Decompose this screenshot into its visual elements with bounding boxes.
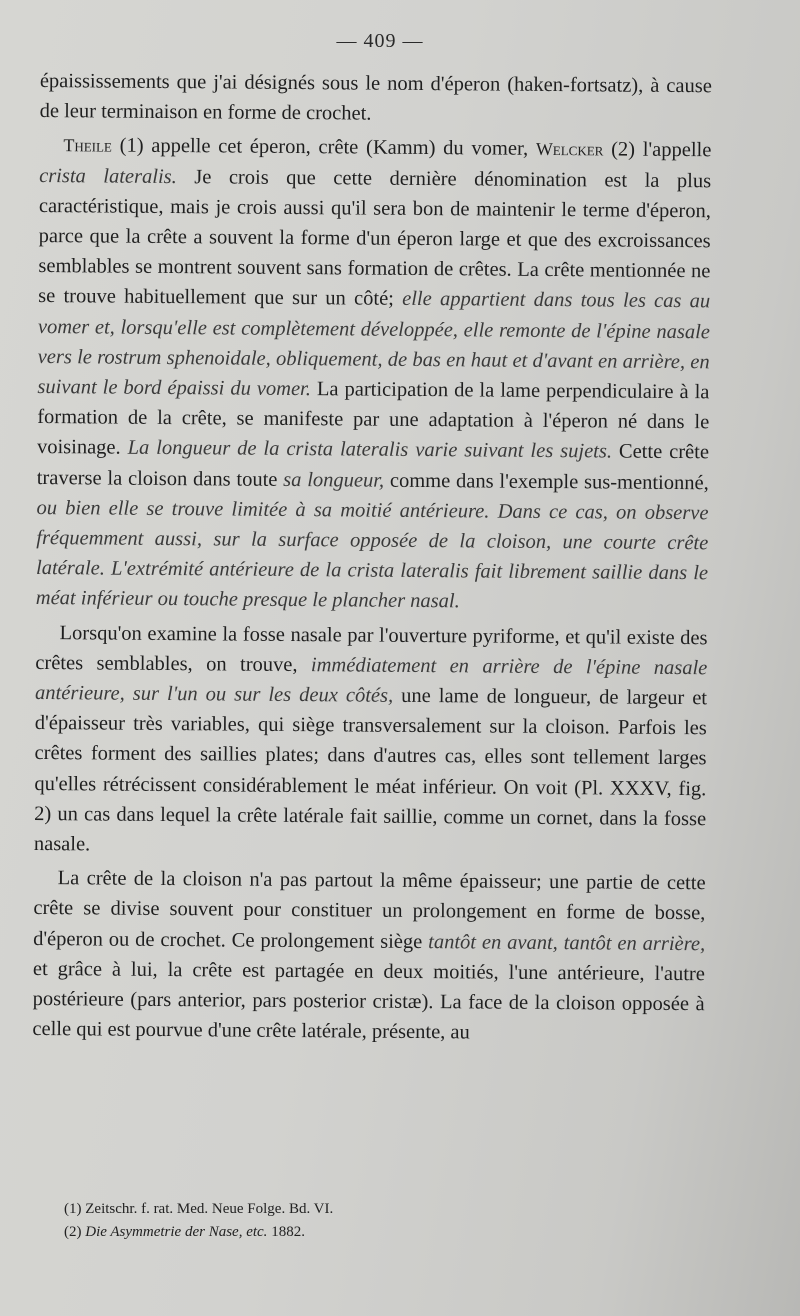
text-run: (2) l'appelle <box>603 138 712 162</box>
text-run: Cette crête traverse la cloison dans toute <box>36 440 710 491</box>
text-run: comme dans l'exemple sus-mentionné, <box>384 469 709 494</box>
footnote-text: Die Asymmetrie der Nase, etc. <box>85 1224 268 1240</box>
italic-text: sa longueur, <box>283 468 385 492</box>
text-run: une lame de longueur, de largeur et d'épaisseur très variables, qui siège transversalement sur la cloison. Parfois les crêtes forment des saillies plates; dans d'autres cas, elles sont tellement larges qu'elles rétrécissent considérablement le méat inférieur. On voit (Pl. XXXV, fig. 2) un cas dans lequel la crête latérale fait saillie, comme un cornet, dans la fosse nasale. <box>33 684 708 856</box>
paragraph <box>32 863 705 1049</box>
body-text <box>32 66 712 1054</box>
author-name: Theile <box>63 135 112 156</box>
paragraph <box>36 130 712 619</box>
italic-text: immédiatement en arrière de l'épine nasale antérieure, sur l'un ou sur les deux côtés, <box>34 654 708 707</box>
footnote-year: 1882. <box>267 1224 305 1240</box>
footnote-text: Zeitschr. f. rat. Med. Neue Folge. Bd. VI. <box>85 1201 334 1217</box>
paragraph <box>34 618 708 865</box>
italic-text: La longueur de la crista lateralis varie suivant les sujets. <box>127 437 613 463</box>
text-run: épaississements que j'ai désignés sous le nom d'éperon (haken-fortsatz), à cause de leur terminaison en forme de crochet. <box>39 69 712 125</box>
footnote <box>64 1221 704 1244</box>
footnote <box>64 1198 704 1221</box>
footnote-number: (2) <box>64 1224 86 1240</box>
italic-text: tantôt en avant, tantôt en arrière, <box>428 930 706 955</box>
text-run: La participation de la lame perpendiculaire à la formation de la crête, se manifeste par une adaptation à l'éperon né dans le voisinage. <box>36 378 710 460</box>
text-run: La crête de la cloison n'a pas partout la même épaisseur; une partie de cette crête se divise souvent pour constituer un prolongement en forme de bosse, d'éperon ou de crochet. Ce prolongement siège <box>33 867 706 953</box>
footnote-divider <box>62 1186 722 1187</box>
italic-text: elle appartient dans tous les cas au vomer et, lorsqu'elle est complètement développée, elle remonte de l'épine nasale vers le rostrum sphenoidale, obliquement, de bas en haut et d'avant en arrière, en suivant le bord épaissi du vomer. <box>37 288 711 401</box>
page-number: — 409 — <box>336 30 424 52</box>
footnotes <box>64 1198 704 1244</box>
text-run: Je crois que cette dernière dénomination est la plus caractéristique, mais je crois aussi qu'il sera bon de maintenir le terme d'éperon, parce que la crête a souvent la forme d'un éperon large et que des excroissances semblables se montrent souvent sans formation de crêtes. La crête mentionnée ne se trouve habituellement que sur un côté; <box>38 165 712 311</box>
text-run: Lorsqu'on examine la fosse nasale par l'ouverture pyriforme, et qu'il existe des crêtes semblables, on trouve, <box>35 621 708 677</box>
text-run: (1) appelle cet éperon, crête (Kamm) du vomer, <box>111 134 536 161</box>
italic-text: crista lateralis. <box>39 164 177 188</box>
text-run: et grâce à lui, la crête est partagée en deux moitiés, l'une antérieure, l'autre postérieure (pars anterior, pars posterior cristæ). La face de la cloison opposée à celle qui est pourvue d'une crête latérale, présente, au <box>32 957 705 1044</box>
author-name: Welcker <box>535 139 604 160</box>
paragraph <box>40 66 712 132</box>
footnote-number: (1) <box>64 1201 86 1217</box>
italic-text: ou bien elle se trouve limitée à sa moitié antérieure. Dans ce cas, on observe fréquemment aussi, sur la surface opposée de la cloison, une courte crête latérale. L'extrémité antérieure de la crista lateralis fait librement saillie dans le méat inférieur ou touche presque le plancher nasal. <box>35 496 709 613</box>
